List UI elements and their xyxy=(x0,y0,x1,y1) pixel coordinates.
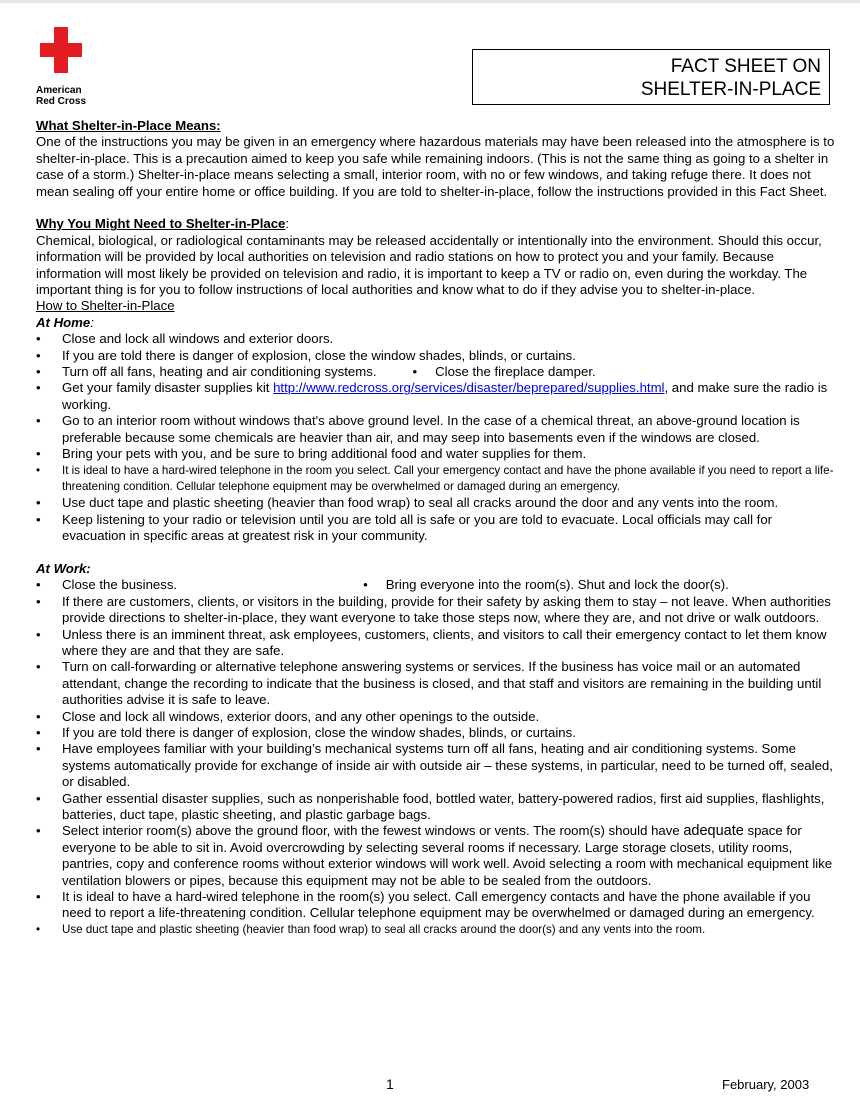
at-work-heading: At Work: xyxy=(36,560,91,576)
list-item: • If you are told there is danger of explosion, close the window shades, blinds, or curtains. xyxy=(36,348,838,364)
list-item: • Bring your pets with you, and be sure to bring additional food and water supplies for them. xyxy=(36,446,838,462)
spacer xyxy=(36,545,838,561)
top-border-line xyxy=(0,0,860,3)
work-list xyxy=(36,577,838,938)
section-heading-what xyxy=(36,118,838,134)
list-item: • Close and lock all windows and exterior doors. xyxy=(36,331,838,347)
title-line-1: FACT SHEET ON xyxy=(670,56,821,77)
footer-date: February, 2003 xyxy=(722,1077,810,1092)
how-to-heading: How to Shelter-in-Place xyxy=(36,298,175,314)
list-item xyxy=(36,823,838,889)
list-item-text: adequate xyxy=(683,823,744,840)
heading-why-colon: : xyxy=(285,216,290,232)
list-item: • It is ideal to have a hard-wired telephone in the room you select. Call your emergency contact and have the phone available if you need to report a life-threatening condition. Cellular telephone equipment may be overwhelmed or damaged during an emergency. xyxy=(36,463,838,496)
paragraph-what: One of the instructions you may be given in an emergency where hazardous materials may have been released into the atmosphere is to shelter-in-place. This is a precaution aimed to keep you safe while remaining indoors. (This is not the same thing as going to a shelter in case of a storm.) Shelter-in-place means selecting a small, interior room, with no or few windows, and taking refuge there. It does not mean sealing off your entire home or office building. If you are told to shelter-in-place, follow the instructions provided in this Fact Sheet. xyxy=(36,134,835,199)
heading-what-colon: : xyxy=(216,118,221,133)
logo-line-2: Red Cross xyxy=(36,96,87,107)
list-item-text: Turn off all fans, heating and air conditioning systems. xyxy=(62,364,377,380)
heading-what-text: What Shelter-in-Place Means xyxy=(36,118,217,133)
supplies-link[interactable]: http://www.redcross.org/services/disaster/beprepared/supplies.html xyxy=(273,380,665,396)
at-home-label: At Home xyxy=(36,314,91,330)
title-line-2: SHELTER-IN-PLACE xyxy=(640,79,821,100)
list-item xyxy=(36,364,838,380)
at-home-colon: : xyxy=(90,314,94,330)
page-number: 1 xyxy=(386,1076,394,1092)
list-item xyxy=(36,577,838,593)
list-item-text: Close the business. xyxy=(62,577,178,593)
red-cross-icon-bar xyxy=(40,43,82,57)
list-item-text: • Bring everyone into the room(s). Shut and lock the door(s). xyxy=(363,577,729,592)
list-item: • Keep listening to your radio or television until you are told all is safe or you are told to evacuate. Local officials may call for evacuation in specific areas at greatest risk in your community. xyxy=(36,512,838,545)
list-item-text: space for everyone to be able to sit in. Avoid overcrowding by selecting several rooms if necessary. Large storage closets, utility rooms, pantries, copy and conference rooms without exterior windows will work well. Avoid selecting a room with mechanical equipment like ventilation blowers or pipes, because this equipment may not be able to be sealed from the outdoors. xyxy=(62,823,833,888)
list-item: • Gather essential disaster supplies, such as nonperishable food, bottled water, battery-powered radios, first aid supplies, flashlights, batteries, duct tape, plastic sheeting, and plastic garbage bags. xyxy=(36,791,838,824)
list-item: • If there are customers, clients, or visitors in the building, provide for their safety by asking them to stay – not leave. When authorities provide directions to shelter-in-place, they want everyone to take those steps now, where they are, and not drive or walk outdoors. xyxy=(36,594,838,627)
logo-text xyxy=(36,85,86,107)
list-item: • Close and lock all windows, exterior doors, and any other openings to the outside. xyxy=(36,709,838,725)
list-item xyxy=(36,380,838,413)
section-heading-why xyxy=(36,216,838,232)
list-item: • It is ideal to have a hard-wired telephone in the room(s) you select. Call emergency contacts and have the phone available if you need to report a life-threatening condition. Cellular telephone equipment may be overwhelmed or damaged during an emergency. xyxy=(36,889,838,922)
spacer xyxy=(36,200,838,216)
heading-why-text: Why You Might Need to Shelter-in-Place xyxy=(36,216,286,232)
list-item: • Have employees familiar with your building’s mechanical systems turn off all fans, heating and air conditioning systems. Some systems automatically provide for exchange of inside air with outside air – these systems, in particular, need to be turned off, sealed, or disabled. xyxy=(36,741,838,790)
document-body xyxy=(36,118,838,938)
list-item-text: • Close the fireplace damper. xyxy=(412,364,595,379)
red-cross-logo xyxy=(36,27,96,107)
list-item: • Use duct tape and plastic sheeting (heavier than food wrap) to seal all cracks around the door and any vents into the room. xyxy=(36,495,838,511)
list-item: • Use duct tape and plastic sheeting (heavier than food wrap) to seal all cracks around the door(s) and any vents into the room. xyxy=(36,922,838,938)
paragraph-why: Chemical, biological, or radiological contaminants may be released accidentally or intentionally into the environment. Should this occur, information will be provided by local authorities on television and radio stations on how to protect you and your family. Because information will most likely be provided on television and radio, it is important to keep a TV or radio on, even during the workday. The important thing is for you to follow instructions of local authorities and know what to do if they advise you to shelter-in-place. xyxy=(36,232,822,298)
list-item: • Turn on call-forwarding or alternative telephone answering systems or services. If the business has voice mail or an automated attendant, change the recording to indicate that the business is closed, and that staff and visitors are remaining in the building until authorities advise it is safe to leave. xyxy=(36,659,838,708)
list-item-text: Get your family disaster supplies kit xyxy=(62,380,274,396)
at-home-heading xyxy=(36,315,838,331)
title-box xyxy=(472,49,830,105)
list-item-text: , and make sure the radio is working. xyxy=(62,380,828,412)
logo-line-1: American xyxy=(36,85,82,96)
list-item: • Go to an interior room without windows that's above ground level. In the case of a chemical threat, an above-ground location is preferable because some chemicals are heavier than air, and may seep into basements even if the windows are closed. xyxy=(36,413,838,446)
list-item: • Unless there is an imminent threat, ask employees, customers, clients, and visitors to call their emergency contact to let them know where they are and that they are safe. xyxy=(36,627,838,660)
home-list xyxy=(36,331,838,544)
list-item: • If you are told there is danger of explosion, close the window shades, blinds, or curtains. xyxy=(36,725,838,741)
list-item-text: Select interior room(s) above the ground floor, with the fewest windows or vents. The room(s) should have xyxy=(62,823,684,839)
